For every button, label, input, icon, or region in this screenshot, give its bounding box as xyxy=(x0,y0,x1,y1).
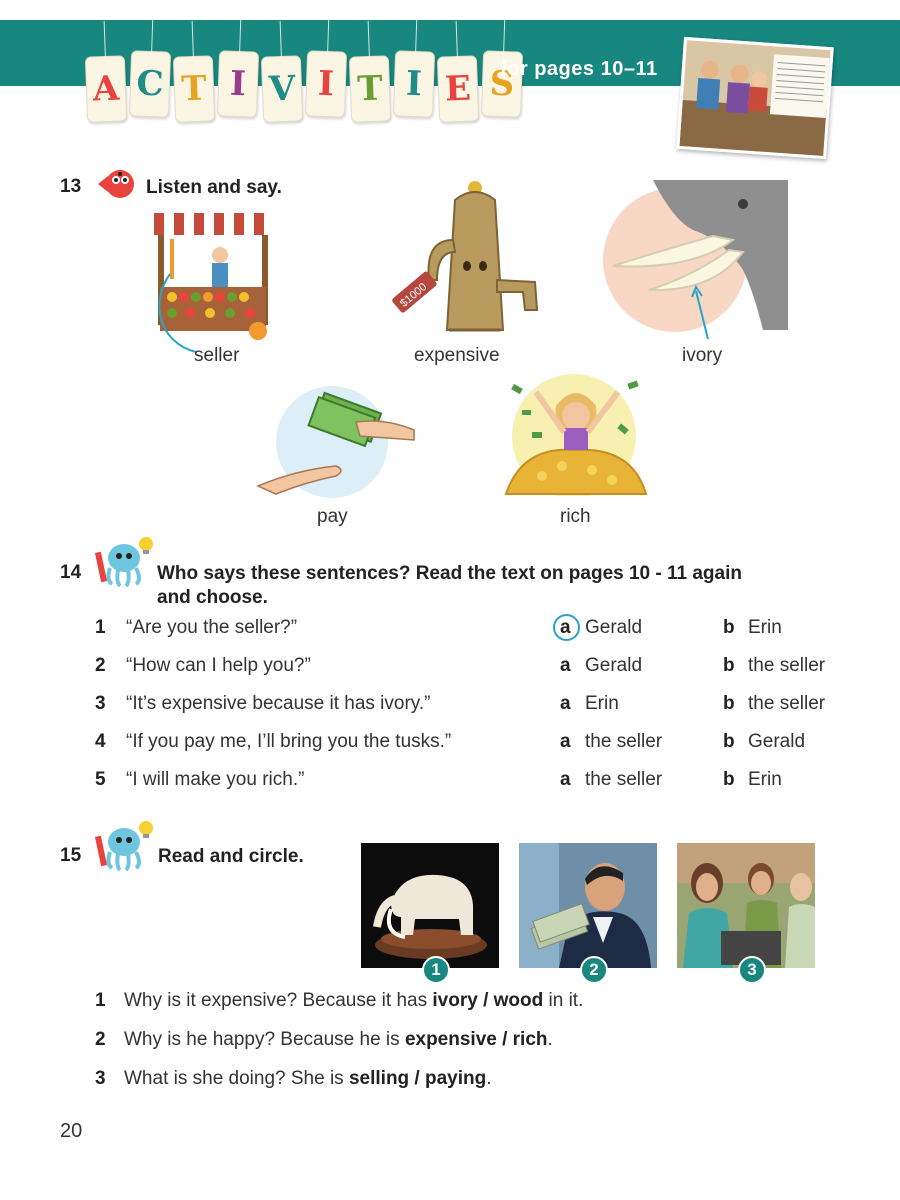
exercise-13-instruction: Listen and say. xyxy=(146,177,282,198)
activities-title xyxy=(86,54,522,120)
circle-sentence xyxy=(124,990,583,1012)
sentence-ending: . xyxy=(486,1068,492,1089)
title-letter-tile: I xyxy=(217,50,259,117)
title-letter-tile: V xyxy=(261,55,303,122)
option-a-letter[interactable]: a xyxy=(560,617,571,638)
title-letter-tile: E xyxy=(437,55,479,122)
option-a-text: Gerald xyxy=(585,617,643,638)
option-b-letter[interactable]: b xyxy=(723,731,735,752)
title-letter-tile: T xyxy=(349,55,391,122)
sentence-number: 1 xyxy=(95,990,106,1011)
photo-number-badge: 1 xyxy=(422,956,450,984)
exercise-14-number: 14 xyxy=(60,562,82,583)
title-letter-tile: I xyxy=(305,50,347,117)
photo-ivory-mammoth xyxy=(361,843,499,968)
item-sentence: “How can I help you?” xyxy=(126,655,311,676)
photo-rich-man xyxy=(519,843,657,968)
title-letter-tile: T xyxy=(173,55,215,122)
octopus-pencil-icon xyxy=(92,534,158,593)
option-b-letter[interactable]: b xyxy=(723,769,735,790)
exercise-15-number: 15 xyxy=(60,845,82,866)
sentence-text: What is she doing? She is xyxy=(124,1068,349,1089)
title-letter-tile: A xyxy=(85,55,127,122)
option-b-text: the seller xyxy=(748,655,826,676)
word-ivory: ivory xyxy=(682,345,723,366)
sentence-number: 3 xyxy=(95,1068,106,1089)
wooden-elephant-carving-illustration xyxy=(385,180,555,350)
photo-number-badge: 3 xyxy=(738,956,766,984)
photo-number-badge: 2 xyxy=(580,956,608,984)
option-a-letter[interactable]: a xyxy=(560,655,571,676)
option-b-letter[interactable]: b xyxy=(723,693,735,714)
word-expensive: expensive xyxy=(414,345,500,366)
sentence-text: Why is he happy? Because he is xyxy=(124,1029,405,1050)
option-a-text: the seller xyxy=(585,769,663,790)
item-sentence: “It’s expensive because it has ivory.” xyxy=(126,693,431,714)
for-pages-label: for pages 10–11 xyxy=(500,58,658,80)
word-pay: pay xyxy=(317,506,348,527)
word-rich: rich xyxy=(560,506,591,527)
sentence-text: Why is it expensive? Because it has xyxy=(124,990,433,1011)
option-a-letter[interactable]: a xyxy=(560,769,571,790)
item-number: 5 xyxy=(95,769,106,790)
word-seller: seller xyxy=(194,345,240,366)
option-a-text: the seller xyxy=(585,731,663,752)
octopus-pencil-icon xyxy=(92,818,158,877)
price-tag-text: $1000 xyxy=(398,280,430,310)
title-letter-tile: S xyxy=(481,50,523,117)
option-a-letter[interactable]: a xyxy=(560,731,571,752)
option-b-text: the seller xyxy=(748,693,826,714)
option-a-text: Gerald xyxy=(585,655,643,676)
option-a-text: Erin xyxy=(585,693,619,714)
exercise-15-instruction: Read and circle. xyxy=(158,846,304,867)
rich-girl-illustration xyxy=(502,366,652,501)
audio-icon[interactable] xyxy=(94,166,138,207)
photo-woman-paying xyxy=(677,843,815,968)
sentence-number: 2 xyxy=(95,1029,106,1050)
sentence-ending: in it. xyxy=(543,990,584,1011)
circle-choices[interactable]: ivory / wood xyxy=(432,990,544,1011)
item-number: 1 xyxy=(95,617,106,638)
exercise-13-number: 13 xyxy=(60,176,82,197)
option-b-letter[interactable]: b xyxy=(723,655,735,676)
title-letter-tile: I xyxy=(393,50,435,117)
exercise-14-instruction-line1: Who says these sentences? Read the text on pages 10 - 11 again xyxy=(157,563,742,584)
option-b-text: Erin xyxy=(748,769,782,790)
item-sentence: “I will make you rich.” xyxy=(126,769,305,790)
item-number: 2 xyxy=(95,655,106,676)
ivory-pointer-arrow xyxy=(690,285,720,345)
sentence-ending: . xyxy=(547,1029,553,1050)
exercise-14-instruction-line2: and choose. xyxy=(157,587,268,608)
book-page-thumbnail xyxy=(676,37,833,159)
option-a-letter[interactable]: a xyxy=(560,693,571,714)
option-b-text: Erin xyxy=(748,617,782,638)
item-sentence: “If you pay me, I’ll bring you the tusks.” xyxy=(126,731,452,752)
option-b-letter[interactable]: b xyxy=(723,617,735,638)
circle-choices[interactable]: expensive / rich xyxy=(404,1029,548,1050)
item-number: 3 xyxy=(95,693,106,714)
item-sentence: “Are you the seller?” xyxy=(126,617,298,638)
page-number: 20 xyxy=(60,1120,83,1142)
circle-choices[interactable]: selling / paying xyxy=(348,1068,487,1089)
paying-hands-illustration xyxy=(256,382,416,507)
circle-sentence xyxy=(124,1068,492,1090)
title-letter-tile: C xyxy=(129,50,171,117)
option-b-text: Gerald xyxy=(748,731,806,752)
item-number: 4 xyxy=(95,731,106,752)
circle-sentence xyxy=(124,1029,553,1051)
